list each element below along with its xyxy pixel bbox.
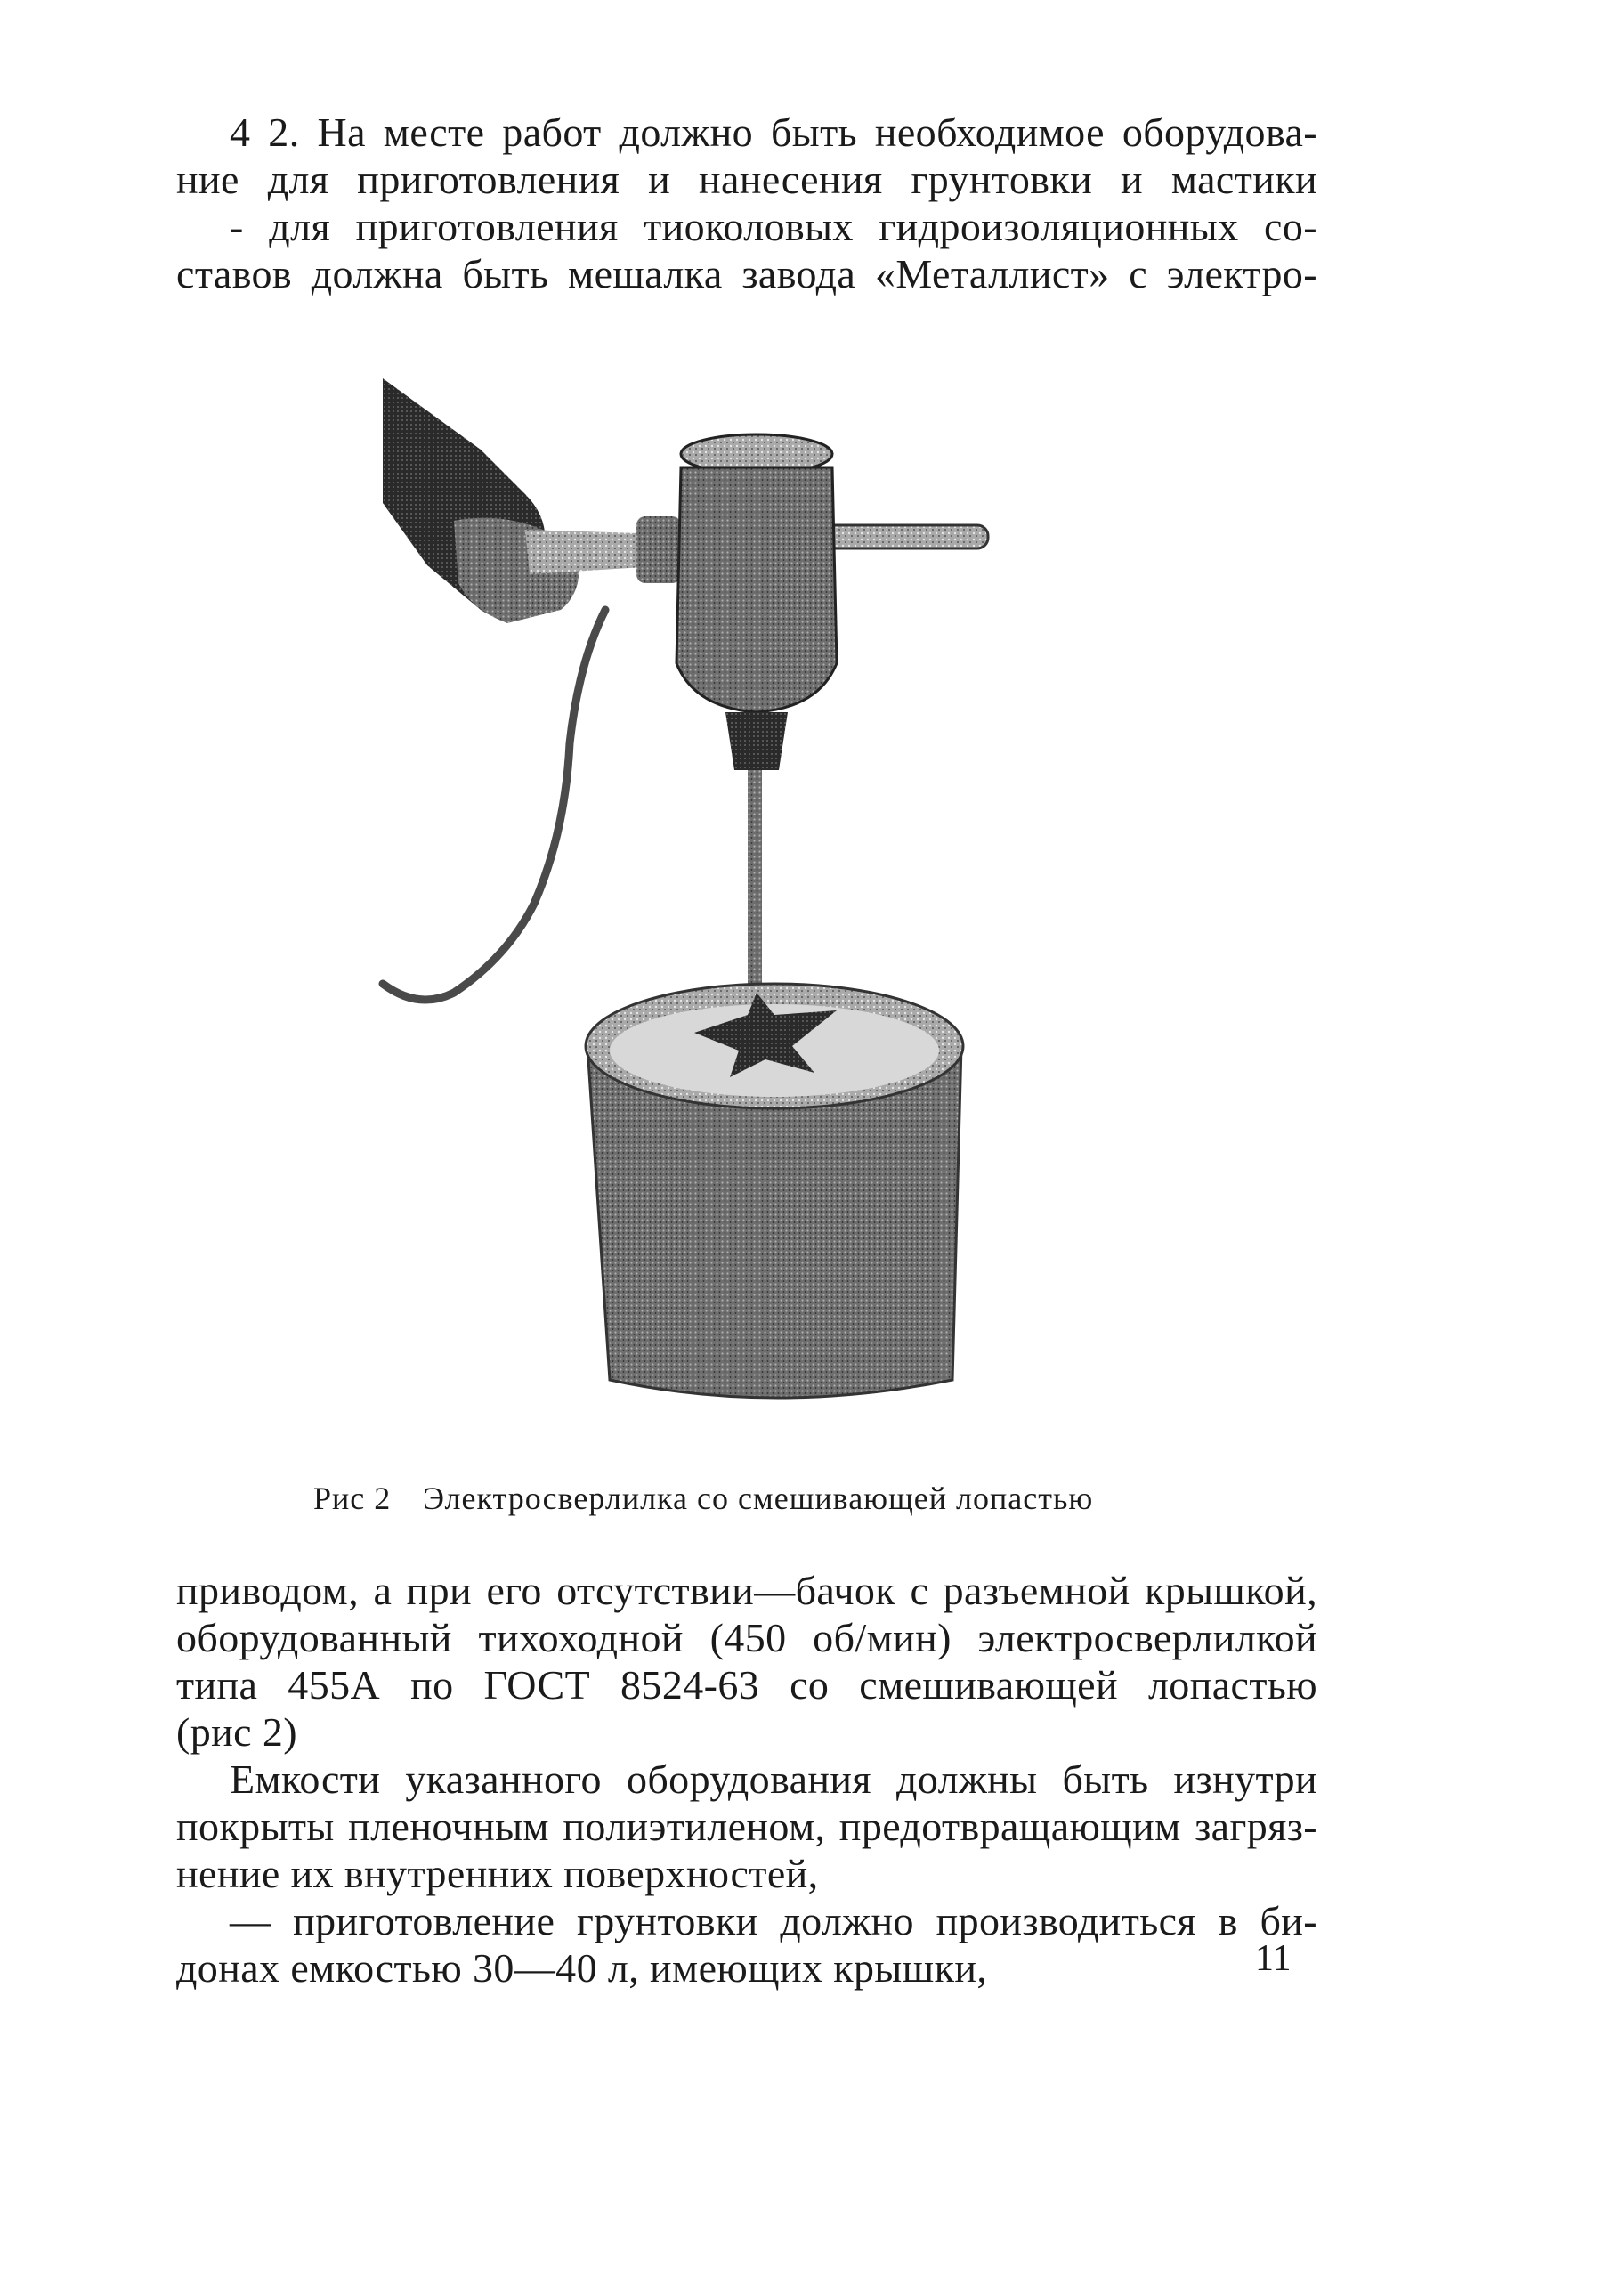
drill-switch [636,516,681,583]
text-line: (рис 2) [176,1709,297,1755]
paragraph-equipment [176,109,1317,297]
page-number: 11 [1255,1938,1292,1979]
text-line: нение их внутренних поверхностей, [176,1851,819,1896]
text-line: ставов должна быть мешалка завода «Металлист» с электро- [176,251,1317,296]
caption-text: Электросверлилка со смешивающей лопастью [423,1481,1094,1516]
text-line: Емкости указанного оборудования должны быть изнутри [230,1756,1317,1802]
text-line: 4 2. На месте работ должно быть необходимое оборудова- [230,110,1317,155]
text-line: - для приготовления тиоколовых гидроизоляционных со- [230,204,1317,249]
text-line: приводом, а при его отсутствии—бачок с разъемной крышкой, [176,1568,1317,1613]
text-line: типа 455А по ГОСТ 8524-63 со смешивающей лопастью [176,1662,1317,1708]
paragraph-containers [176,1756,1317,1897]
drill-chuck [725,712,788,770]
text-line: — приготовление грунтовки должно производиться в би- [230,1898,1317,1943]
text-line: покрыты пленочным полиэтиленом, предотвращающим загряз- [176,1804,1317,1849]
power-cord [383,610,605,1000]
figure-caption [313,1480,1257,1517]
paragraph-drive [176,1567,1317,1756]
drill-mixer-illustration [374,369,997,1420]
text-line: донах емкостью 30—40 л, имеющих крышки, [176,1945,988,1991]
drill-motor-body [676,467,837,712]
caption-label: Рис 2 [313,1481,392,1516]
text-line: ние для приготовления и нанесения грунтовки и мастики [176,157,1317,202]
text-line: оборудованный тихоходной (450 об/мин) электросверлилкой [176,1615,1317,1660]
paragraph-primer [176,1897,1317,1992]
